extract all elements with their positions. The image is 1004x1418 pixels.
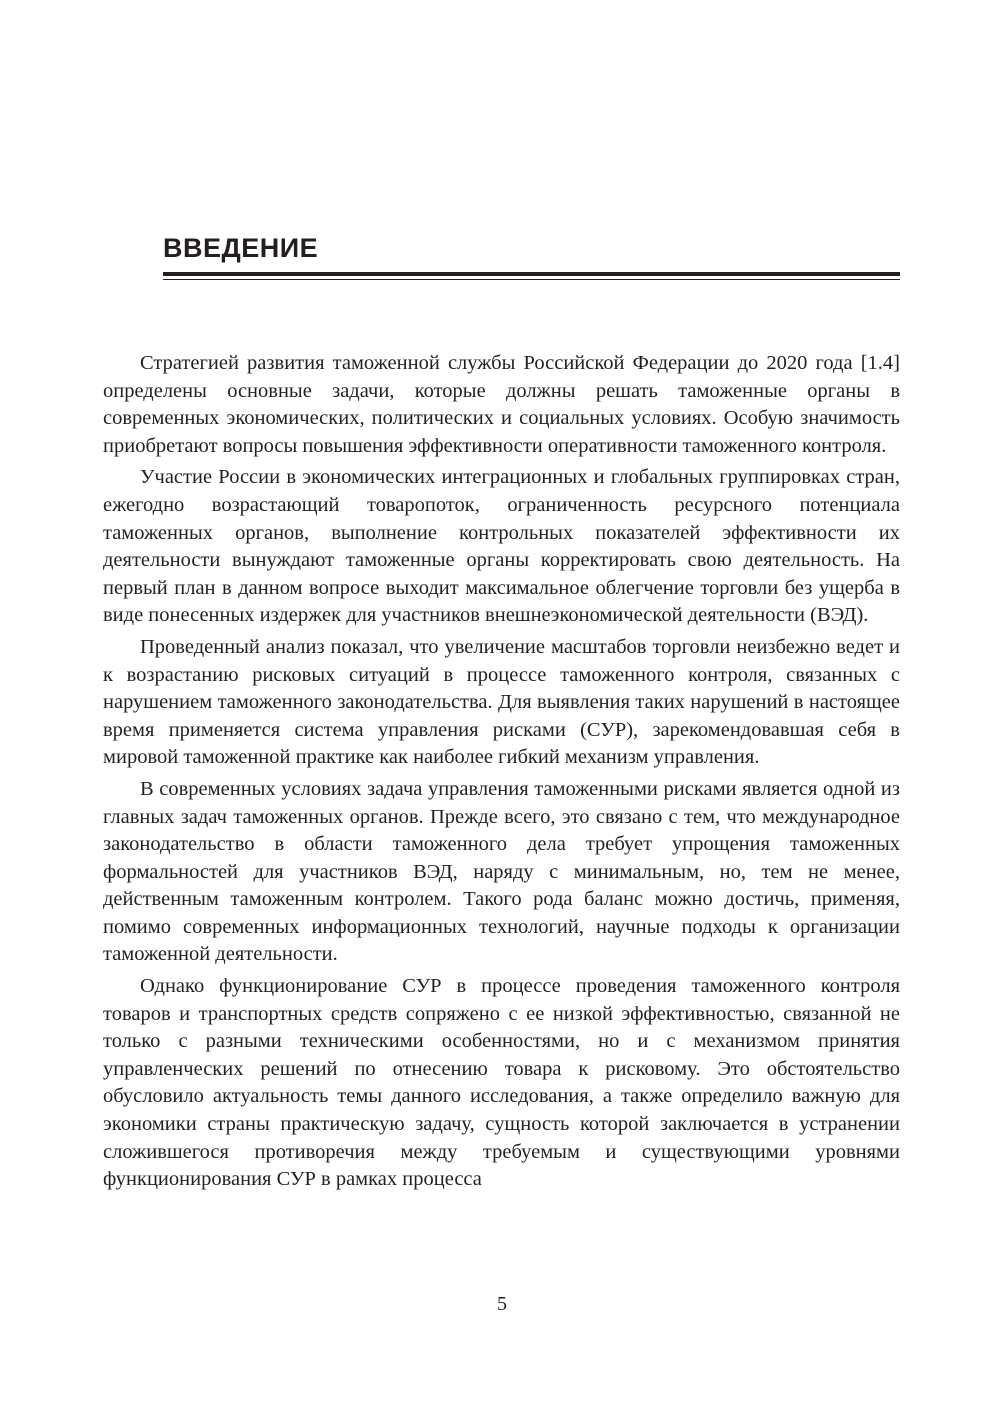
- paragraph: Проведенный анализ показал, что увеличение масштабов торговли неизбежно ведет и к возрастанию рисковых ситуаций в процессе таможенного контроля, связанных с нарушением таможенного законодательства. Для выявления таких нарушений в настоящее время применяется система управления рисками (СУР), зарекомендовавшая себя в мировой таможенной практике как наиболее гибкий механизм управления.: [103, 635, 900, 769]
- page-number: 5: [497, 1293, 507, 1315]
- body-text: [103, 350, 900, 1198]
- paragraph: Участие России в экономических интеграционных и глобальных группировках стран, ежегодно возрастающий товаропоток, ограниченность ресурсного потенциала таможенных органов, выполнение контрольных показателей эффективности их деятельности вынуждают таможенные органы корректировать свою деятельность. На первый план в данном вопросе выходит максимальное облегчение торговли без ущерба в виде понесенных издержек для участников внешнеэкономической деятельности (ВЭД).: [103, 466, 900, 627]
- chapter-heading: ВВЕДЕНИЕ: [163, 233, 319, 263]
- heading-rule-thin: [163, 279, 900, 280]
- paragraph: Однако функционирование СУР в процессе проведения таможенного контроля товаров и транспортных средств сопряжено с ее низкой эффективностью, связанной не только с разными техническими особенностями, но и с механизмом принятия управленческих решений по отнесению товара к рисковому. Это обстоятельство обусловило актуальность темы данного исследования, а также определило важную для экономики страны практическую задачу, сущность которой заключается в устранении сложившегося противоречия между требуемым и существующими уровнями функционирования СУР в рамках процесса: [103, 975, 900, 1191]
- paragraph: В современных условиях задача управления таможенными рисками является одной из главных задач таможенных органов. Прежде всего, это связано с тем, что международное законодательство в области таможенного дела требует упрощения таможенных формальностей для участников ВЭД, наряду с минимальным, но, тем не менее, действенным таможенным контролем. Такого рода баланс можно достичь, применяя, помимо современных информационных технологий, научные подходы к организации таможенной деятельности.: [103, 777, 900, 966]
- heading-rule-thick: [163, 272, 900, 276]
- paragraph: Стратегией развития таможенной службы Российской Федерации до 2020 года [1.4] определены основные задачи, которые должны решать таможенные органы в современных экономических, политических и социальных условиях. Особую значимость приобретают вопросы повышения эффективности оперативности таможенного контроля.: [103, 352, 900, 457]
